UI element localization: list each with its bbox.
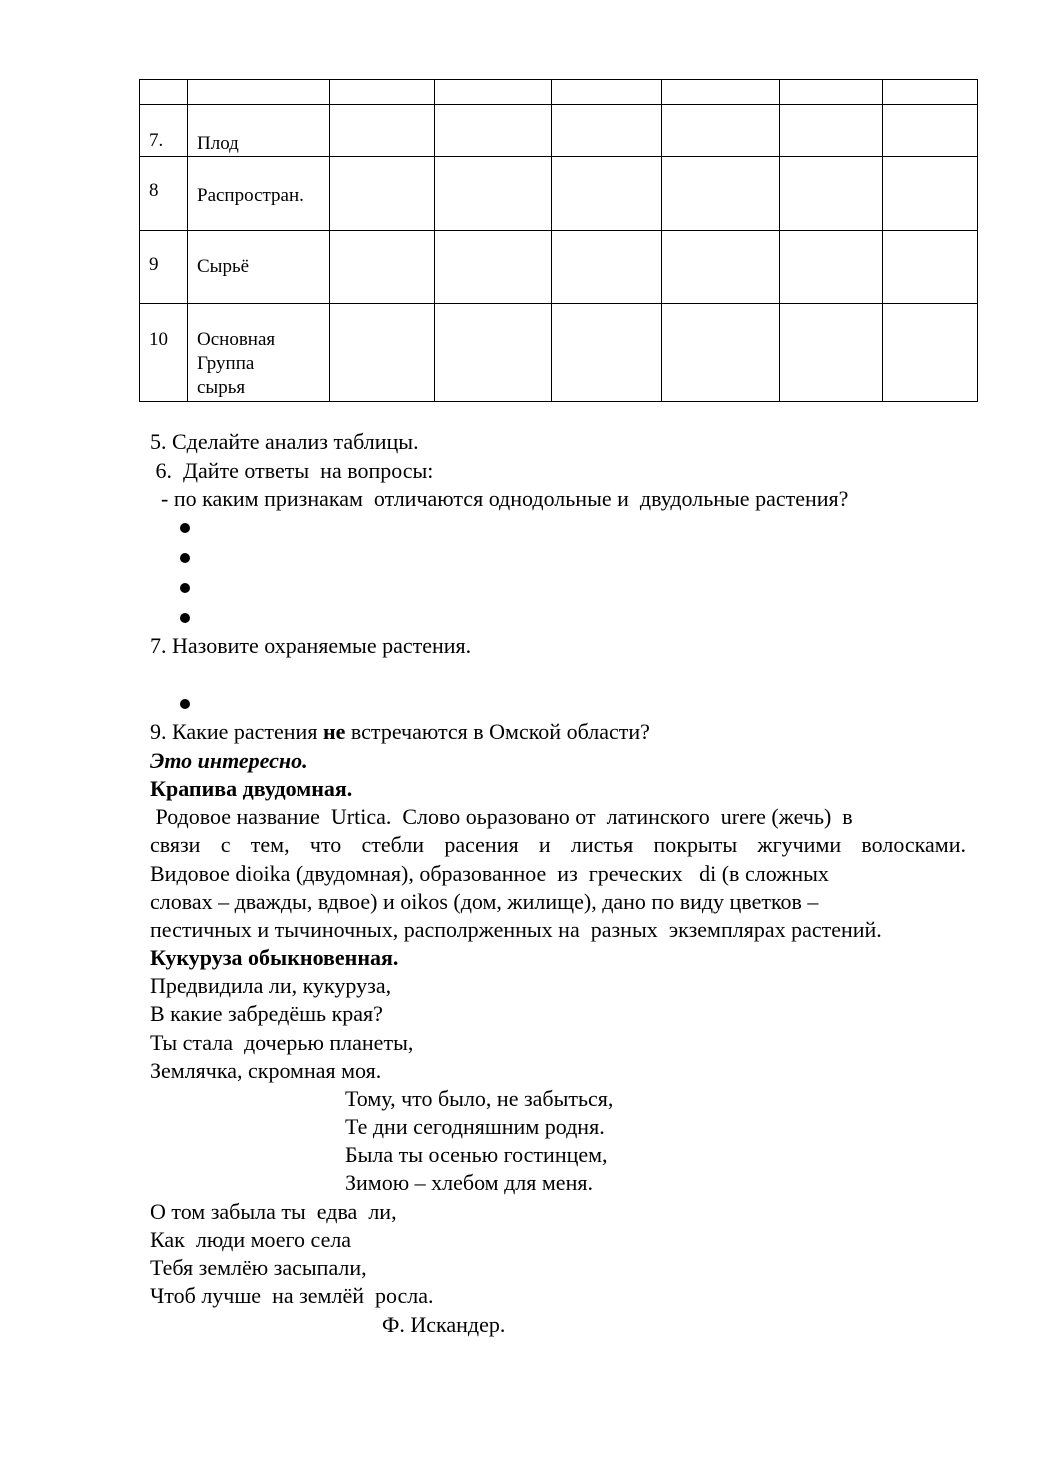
table-cell	[662, 231, 780, 304]
table-cell	[330, 157, 435, 231]
table-cell	[883, 304, 978, 402]
table-cell	[188, 80, 330, 105]
table-row	[140, 105, 978, 157]
poem-line: Те дни сегодняшним родня.	[345, 1114, 605, 1139]
question-7: 7. Назовите охраняемые растения.	[150, 633, 472, 658]
table-cell	[883, 105, 978, 157]
table-cell	[883, 80, 978, 105]
row-label: Сырьё	[188, 231, 330, 304]
nettle-paragraph-line: связи с тем, что стебли расения и листья покрыты жгучими волосками.	[150, 832, 966, 857]
table-row	[140, 231, 978, 304]
question-9	[150, 718, 650, 746]
table-cell	[552, 80, 662, 105]
table-cell	[662, 105, 780, 157]
table-cell	[883, 231, 978, 304]
interesting-heading: Это интересно.	[150, 748, 308, 773]
poem-line: Как люди моего села	[150, 1227, 352, 1252]
table-cell	[435, 105, 552, 157]
row-number: 10	[140, 304, 188, 402]
bullet-point	[180, 523, 190, 533]
table-cell	[662, 80, 780, 105]
question-9-text: 9. Какие растения	[150, 719, 323, 744]
table-cell	[552, 304, 662, 402]
table-cell	[662, 304, 780, 402]
table-cell	[435, 304, 552, 402]
row-number: 9	[140, 231, 188, 304]
table-cell	[662, 157, 780, 231]
poem-line: Предвидила ли, кукуруза,	[150, 973, 392, 998]
question-5: 5. Сделайте анализ таблицы.	[150, 429, 419, 454]
table-cell	[140, 80, 188, 105]
nettle-paragraph-line: Видовое dioika (двудомная), образованное из греческих di (в сложных	[150, 861, 829, 886]
row-label: Плод	[188, 105, 330, 157]
row-label: Распростран.	[188, 157, 330, 231]
nettle-paragraph-line: Родовое название Urtica. Слово оьразовано от латинского urere (жечь) в	[150, 804, 853, 829]
poem-line: Тому, что было, не забыться,	[345, 1086, 614, 1111]
table-cell	[780, 157, 883, 231]
question-9-emphasis: не	[322, 719, 346, 744]
poem-line: О том забыла ты едва ли,	[150, 1199, 397, 1224]
table-cell	[780, 105, 883, 157]
nettle-title: Крапива двудомная.	[150, 776, 353, 801]
table-cell	[435, 157, 552, 231]
bullet-point	[180, 699, 190, 709]
table-cell	[330, 105, 435, 157]
row-label	[188, 304, 330, 402]
poem-line: Ты стала дочерью планеты,	[150, 1030, 414, 1055]
table-cell	[330, 304, 435, 402]
table-cell	[330, 231, 435, 304]
table-cell	[552, 105, 662, 157]
row-label-line: Основная	[197, 329, 276, 350]
bullet-point	[180, 583, 190, 593]
table-cell	[883, 157, 978, 231]
poem-line: Зимою – хлебом для меня.	[345, 1170, 593, 1195]
table-cell	[435, 80, 552, 105]
poem-line: Чтоб лучше на землёй росла.	[150, 1283, 434, 1308]
row-number: 7.	[140, 105, 188, 157]
poem-line: Тебя землёю засыпали,	[150, 1255, 367, 1280]
table-cell	[780, 304, 883, 402]
table-cell	[330, 80, 435, 105]
row-label-line: сырья	[197, 377, 246, 398]
question-6: 6. Дайте ответы на вопросы:	[150, 458, 434, 483]
poem-line: В какие забредёшь края?	[150, 1001, 383, 1026]
bullet-point	[180, 553, 190, 563]
table-row	[140, 157, 978, 231]
table-cell	[780, 80, 883, 105]
bullet-point	[180, 613, 190, 623]
row-number: 8	[140, 157, 188, 231]
nettle-paragraph-line: пестичных и тычиночных, располрженных на разных экземплярах растений.	[150, 917, 882, 942]
table-cell	[435, 231, 552, 304]
question-6-subquestion: - по каким признакам отличаются однодольные и двудольные растения?	[150, 486, 849, 511]
question-9-text: встречаются в Омской области?	[345, 719, 650, 744]
table-row	[140, 304, 978, 402]
poem-line: Была ты осенью гостинцем,	[345, 1142, 608, 1167]
poem-line: Землячка, скромная моя.	[150, 1058, 382, 1083]
table-cell	[552, 157, 662, 231]
poem-author: Ф. Искандер.	[382, 1312, 506, 1337]
plant-comparison-table	[139, 79, 978, 402]
row-label-line: Группа	[197, 353, 255, 374]
table-cell	[552, 231, 662, 304]
table-row	[140, 80, 978, 105]
nettle-paragraph-line: словах – дважды, вдвое) и oikos (дом, жилище), дано по виду цветков –	[150, 889, 819, 914]
table-cell	[780, 231, 883, 304]
corn-title: Кукуруза обыкновенная.	[150, 945, 399, 970]
